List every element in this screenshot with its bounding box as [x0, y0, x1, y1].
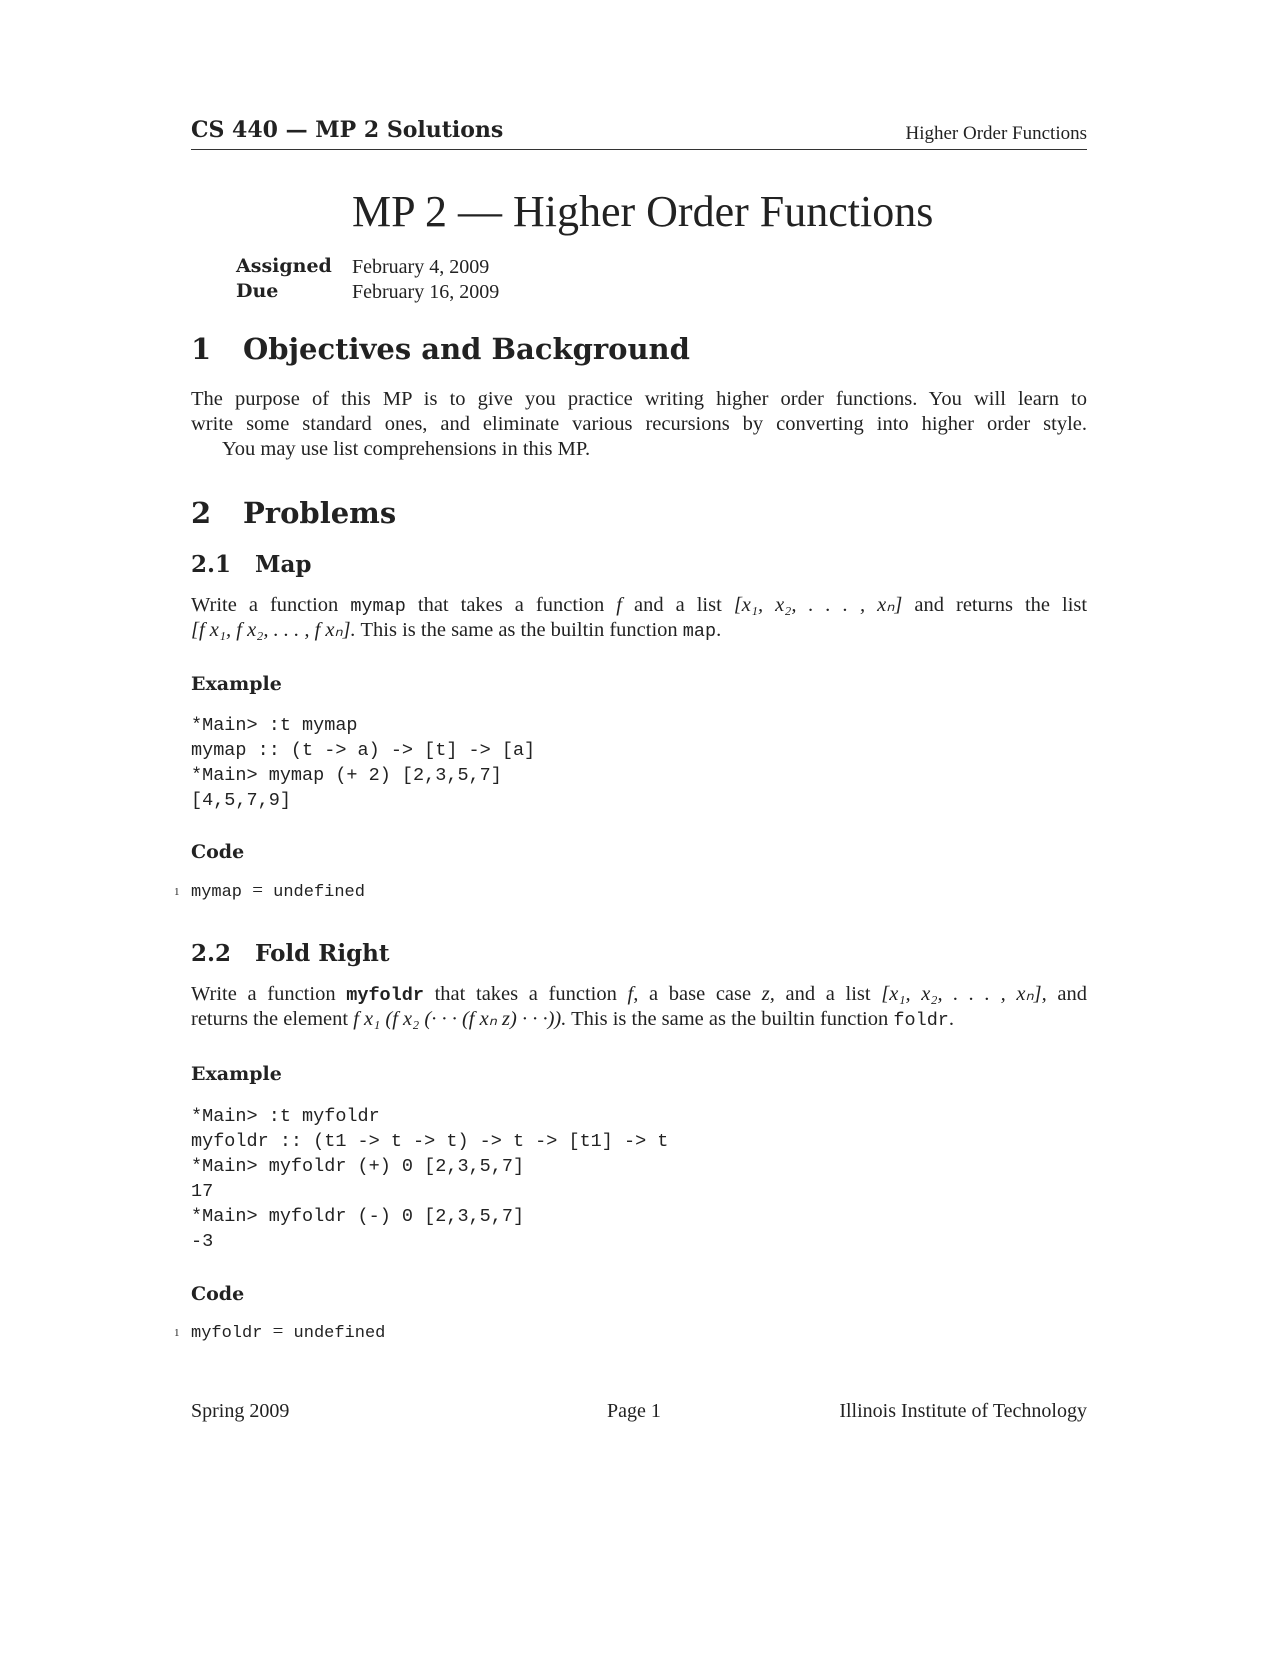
section-heading-problems: [191, 496, 396, 530]
inline-code: map: [682, 621, 717, 642]
code-line: [4,5,7,9]: [191, 790, 291, 811]
code-line: mymap :: (t -> a) -> [t] -> [a]: [191, 740, 536, 761]
footer-term: Spring 2009: [191, 1400, 290, 1422]
inline-code: mymap: [350, 596, 406, 617]
foldr-example-heading: Example: [191, 1063, 282, 1085]
text: This is the same as the builtin function: [360, 619, 678, 641]
code-line: *Main> mymap (+ 2) [2,3,5,7]: [191, 765, 502, 786]
math: f,: [627, 983, 639, 1005]
code-line: *Main> myfoldr (+) 0 [2,3,5,7]: [191, 1156, 525, 1177]
foldr-desc-line-2: [191, 1007, 954, 1033]
document-title: MP 2 — Higher Order Functions: [352, 187, 934, 236]
objectives-line-2: write some standard ones, and eliminate various recursions by converting into higher order style.: [191, 413, 1087, 435]
map-example-heading: Example: [191, 673, 282, 695]
text: that takes a function: [434, 983, 617, 1005]
text: and a list: [785, 983, 871, 1005]
math: [x₁, x₂, . . . , xₙ],: [881, 983, 1047, 1005]
running-header-course: CS 440 — MP 2 Solutions: [191, 117, 504, 143]
inline-code: myfoldr: [346, 985, 424, 1006]
code-line: myfoldr :: (t1 -> t -> t) -> t -> [t1] -> t: [191, 1131, 669, 1152]
subsection-heading-map: [191, 551, 311, 578]
inline-code: foldr: [893, 1010, 949, 1031]
text: and: [1057, 983, 1088, 1005]
code-line: 17: [191, 1181, 214, 1202]
text: and a list: [633, 594, 722, 616]
map-code-listing: [191, 880, 365, 902]
math: [f x₁, f x₂, . . . , f xₙ].: [191, 619, 356, 641]
math: f x₁ (f x₂ (· · · (f xₙ z) · · ·)).: [353, 1008, 567, 1030]
math: f: [616, 594, 622, 616]
section-number: 1: [191, 332, 212, 366]
footer-page-number: Page 1: [607, 1400, 661, 1422]
code-identifier: mymap: [191, 883, 243, 902]
code-operator: =: [272, 1321, 284, 1342]
map-desc-line-2: [191, 618, 721, 644]
code-line: *Main> :t myfoldr: [191, 1106, 380, 1127]
foldr-desc-line-1: [191, 982, 1087, 1008]
text: .: [948, 1008, 955, 1030]
foldr-example-code: [191, 1104, 668, 1254]
section-title: Objectives and Background: [243, 332, 690, 366]
code-line-number: 1: [174, 886, 180, 898]
section-number: 2: [191, 496, 212, 530]
header-rule: [191, 149, 1087, 150]
code-line-number: 1: [174, 1327, 180, 1339]
subsection-heading-foldr: [191, 940, 390, 967]
code-line: -3: [191, 1231, 214, 1252]
due-label: Due: [236, 280, 279, 302]
code-value: undefined: [273, 883, 365, 902]
subsection-number: 2.2: [191, 940, 232, 967]
code-line: *Main> myfoldr (-) 0 [2,3,5,7]: [191, 1206, 525, 1227]
running-header-topic: Higher Order Functions: [905, 123, 1087, 144]
text: This is the same as the builtin function: [571, 1008, 889, 1030]
code-identifier: myfoldr: [191, 1324, 263, 1343]
map-example-code: [191, 713, 535, 813]
text: returns the element: [191, 1008, 349, 1030]
text: Write a function: [191, 983, 336, 1005]
code-line: *Main> :t mymap: [191, 715, 358, 736]
foldr-code-listing: [191, 1321, 385, 1343]
footer-institution: Illinois Institute of Technology: [839, 1400, 1087, 1422]
objectives-para-2: You may use list comprehensions in this MP.: [222, 438, 591, 460]
math: [x₁, x₂, . . . , xₙ]: [733, 594, 903, 616]
text: a base case: [649, 983, 752, 1005]
section-heading-objectives: [191, 332, 690, 366]
section-title: Problems: [243, 496, 397, 530]
subsection-number: 2.1: [191, 551, 232, 578]
text: and returns the list: [914, 594, 1088, 616]
text: Write a function: [191, 594, 339, 616]
code-operator: =: [252, 880, 263, 901]
map-desc-line-1: [191, 593, 1087, 619]
map-code-heading: Code: [191, 841, 245, 863]
text: that takes a function: [417, 594, 605, 616]
foldr-code-heading: Code: [191, 1283, 245, 1305]
text: .: [716, 619, 722, 641]
due-date: February 16, 2009: [352, 281, 500, 303]
math: z,: [761, 983, 775, 1005]
objectives-line-1: The purpose of this MP is to give you practice writing higher order functions. You will learn to: [191, 388, 1087, 410]
subsection-title: Fold Right: [255, 940, 390, 967]
assigned-date: February 4, 2009: [352, 256, 490, 278]
subsection-title: Map: [255, 551, 312, 578]
assigned-label: Assigned: [236, 255, 332, 277]
code-value: undefined: [293, 1324, 386, 1343]
